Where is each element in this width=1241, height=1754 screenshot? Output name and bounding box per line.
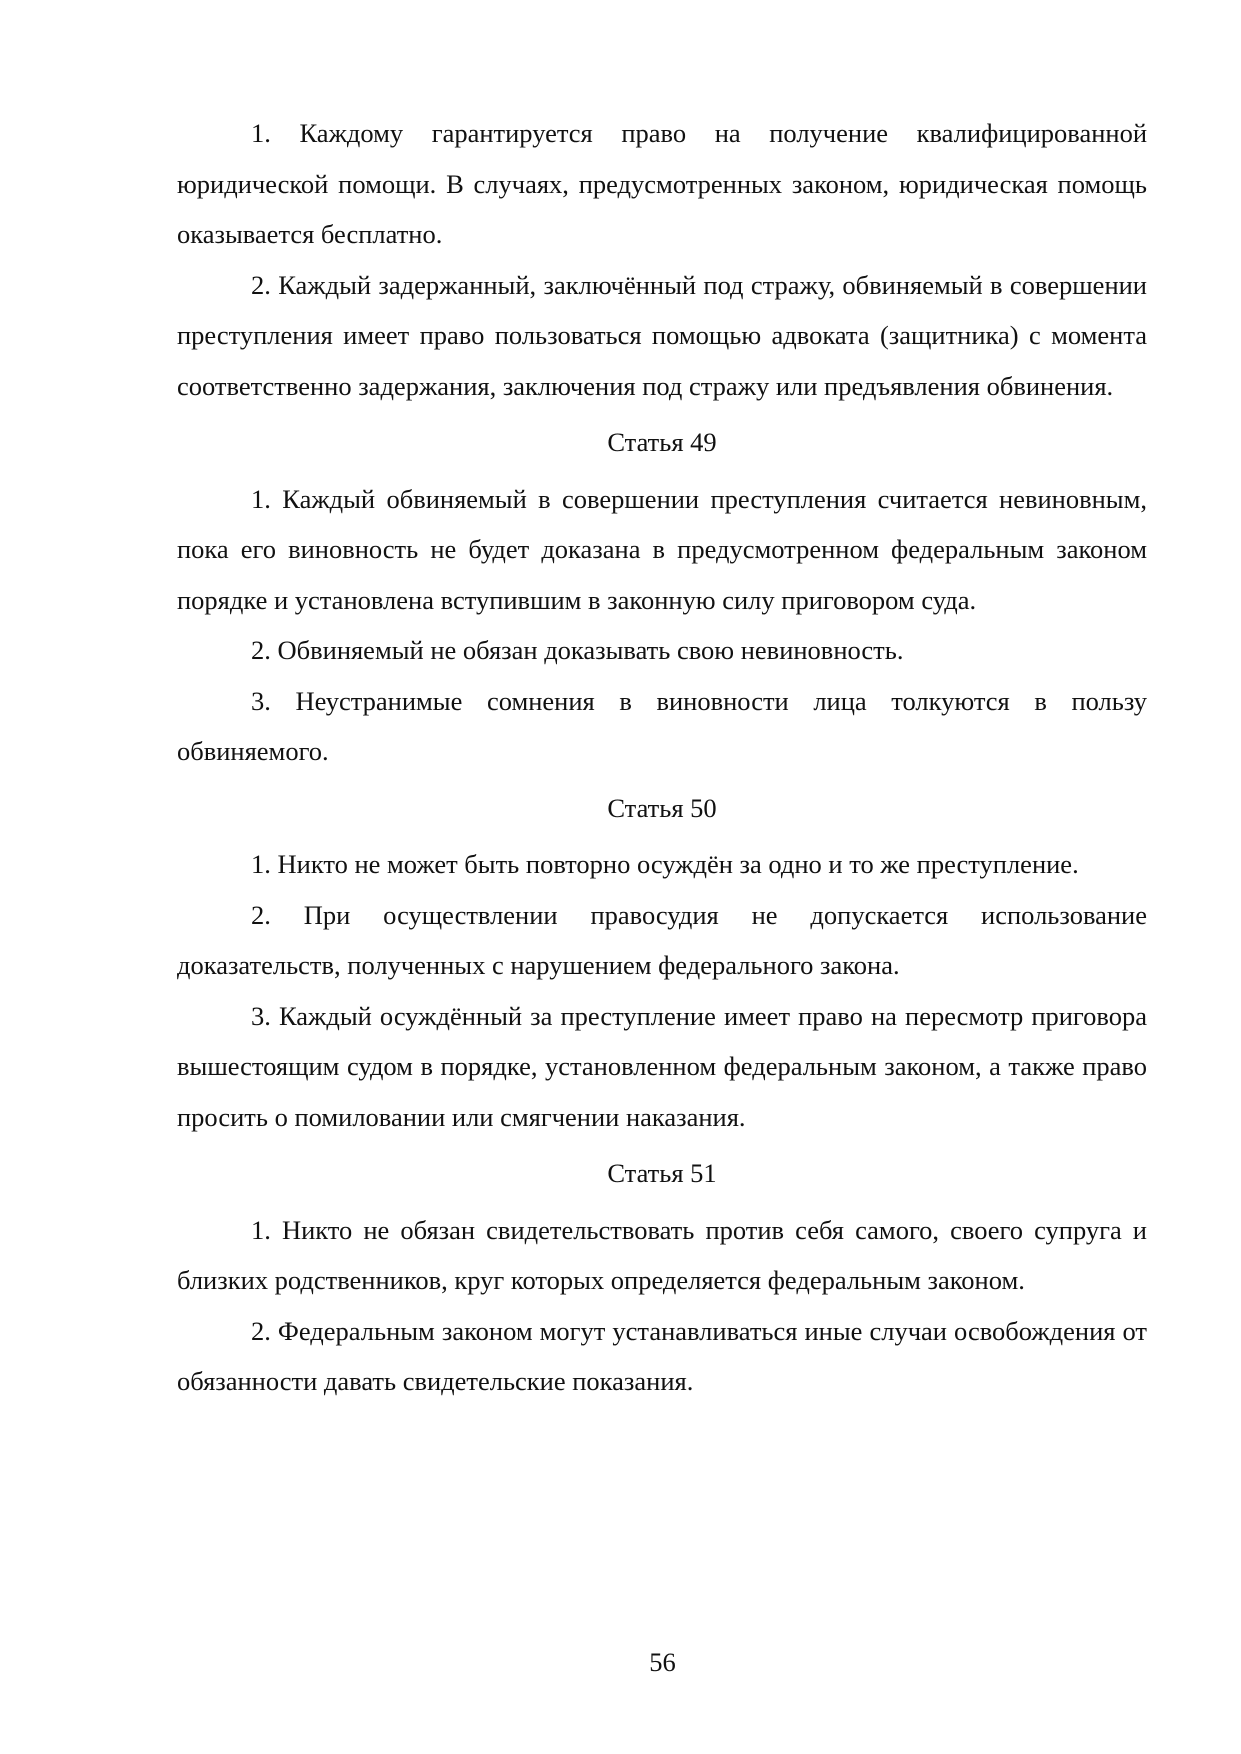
paragraph: 1. Каждому гарантируется право на получение квалифицированной юридической помощи. В случаях, предусмотренных законом, юридическая помощь оказывается бесплатно. [177, 118, 1147, 249]
page-number: 56 [649, 1647, 676, 1677]
paragraph: 2. Обвиняемый не обязан доказывать свою невиновность. [251, 635, 904, 665]
paragraph: 1. Никто не может быть повторно осуждён за одно и то же преступление. [251, 849, 1079, 879]
body-text [177, 108, 1147, 1407]
paragraph: 1. Каждый обвиняемый в совершении преступления считается невиновным, пока его виновность не будет доказана в предусмотренном федеральным законом порядке и установлена вступившим в законную силу приговором суда. [177, 483, 1147, 615]
paragraph: 3. Каждый осуждённый за преступление имеет право на пересмотр приговора вышестоящим судом в порядке, установленном федеральным законом, а также право просить о помиловании или смягчении наказания. [177, 1000, 1147, 1132]
paragraph: 3. Неустранимые сомнения в виновности лица толкуются в пользу обвиняемого. [177, 685, 1147, 766]
paragraph: 2. При осуществлении правосудия не допускается использование доказательств, полученных с нарушением федерального закона. [177, 899, 1147, 980]
paragraph: 1. Никто не обязан свидетельствовать против себя самого, своего супруга и близких родственников, круг которых определяется федеральным законом. [177, 1214, 1147, 1295]
paragraph: 2. Каждый задержанный, заключённый под стражу, обвиняемый в совершении преступления имеет право пользоваться помощью адвоката (защитника) с момента соответственно задержания, заключения под стражу или предъявления обвинения. [177, 269, 1147, 401]
article-heading: Статья 50 [607, 792, 717, 823]
article-heading: Статья 49 [607, 427, 717, 457]
article-heading: Статья 51 [607, 1158, 717, 1188]
paragraph: 2. Федеральным законом могут устанавливаться иные случаи освобождения от обязанности давать свидетельские показания. [177, 1315, 1147, 1396]
